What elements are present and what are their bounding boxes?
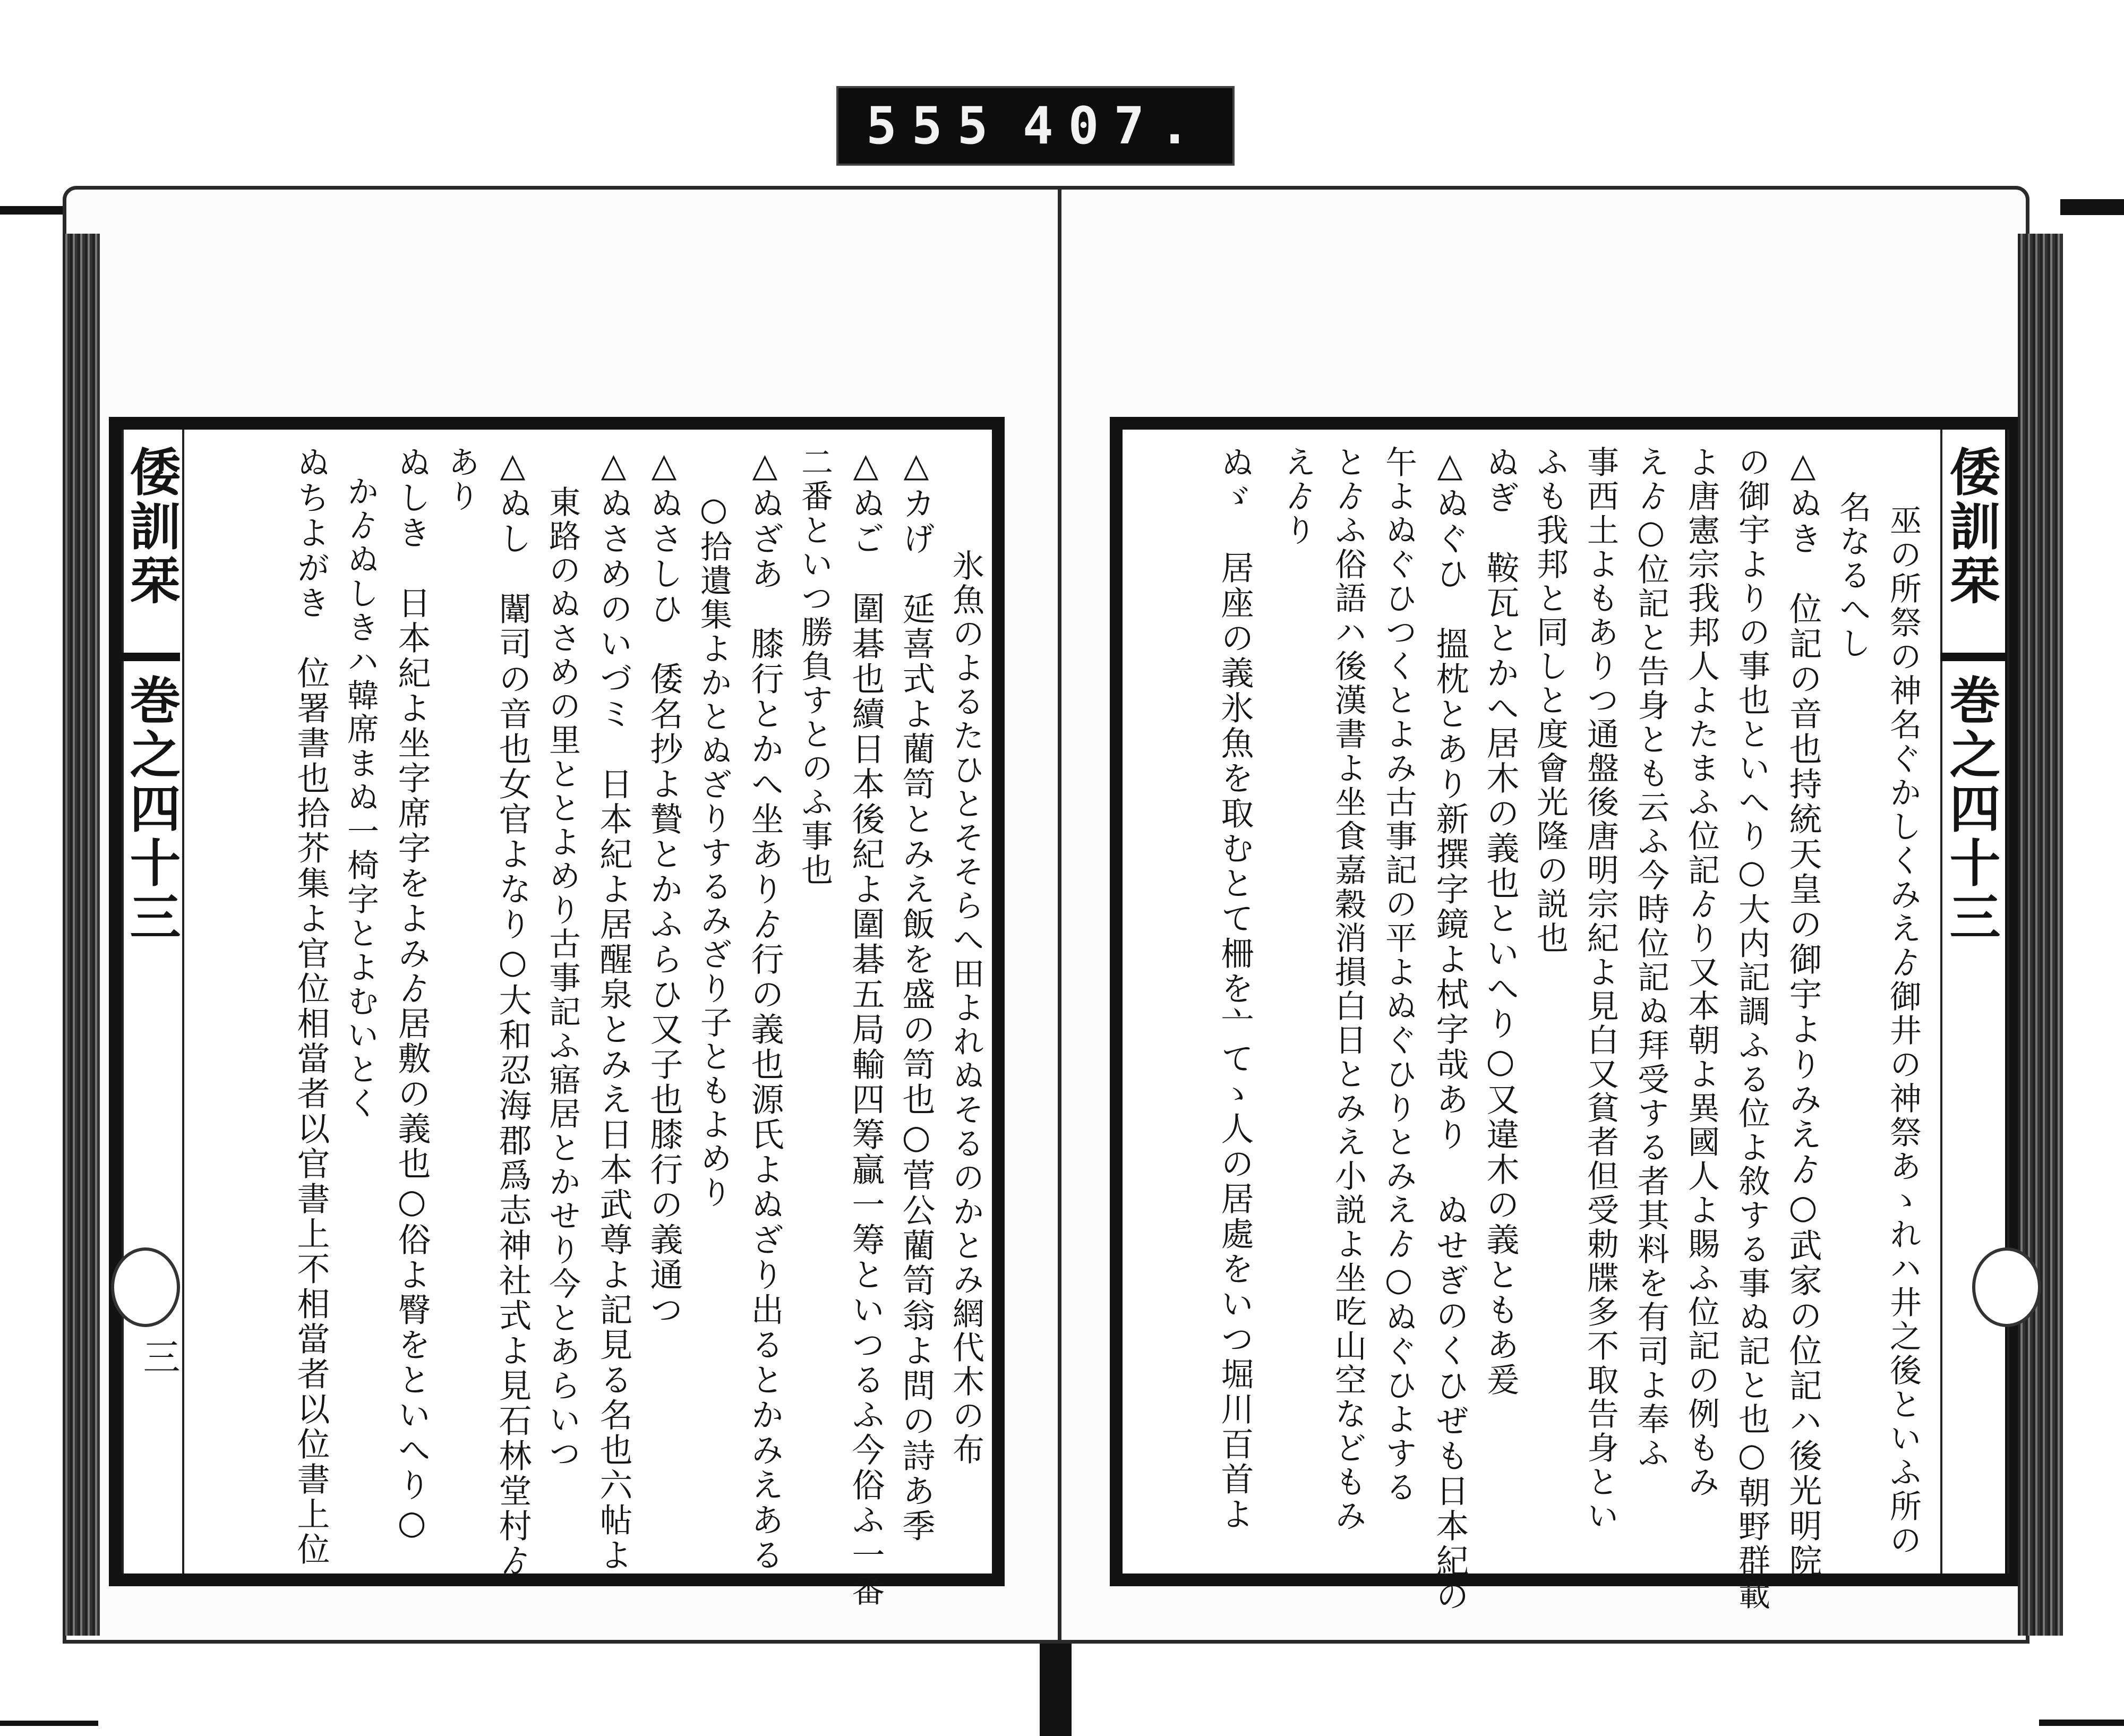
right-col-12: とゟふ俗語ハ後漢書よ坐食嘉穀消損白日とみえ小説よ坐吃山空などもみ <box>1330 446 1367 1533</box>
right-col-5: よ唐憲宗我邦人よたまふ位記ゟり又本朝よ異國人よ賜ふ位記の例もみ <box>1683 446 1720 1499</box>
right-margin-ring <box>1972 1247 2041 1327</box>
right-col-8: ふも我邦と同しと度會光隆の説也 <box>1531 446 1569 955</box>
left-margin-ring <box>111 1247 180 1327</box>
left-col-1: 氷魚のよるたひとそそらへ田よれぬそるのかとみ網代木の布 <box>947 549 984 1467</box>
left-col-3: △ぬご 圍碁也續日本後紀よ圍碁五局輸四筹贏一筹といつるふ今俗ふ一番 <box>846 446 885 1608</box>
left-page-edge <box>63 234 100 1636</box>
right-col-14: ぬゞ 居座の義氷魚を取むとて柵を亠てゝ人の居處をいつ堀川百首よ <box>1215 446 1254 1532</box>
right-content-frame <box>1110 417 2018 1614</box>
catalog-number-label <box>836 86 1235 166</box>
label-right-number: 407. <box>1022 96 1205 156</box>
left-col-7: △ぬさしひ 倭名抄よ贄とかふらひ又子也膝行の義通つ <box>645 446 683 1328</box>
right-col-10: △ぬぐひ 搵枕とあり新撰字鏡よ栻字哉あり ぬせぎのくひぜも日本紀の <box>1431 446 1469 1614</box>
right-col-2: 名なるへし <box>1834 491 1871 661</box>
right-col-13: えゟり <box>1279 446 1316 548</box>
left-spine-title: 倭訓栞 <box>122 446 182 608</box>
label-left-number: 555 <box>866 96 1003 156</box>
right-col-3: △ぬき 位記の音也持統天皇の御宇よりみえゟ○武家の位記ハ後光明院 <box>1784 446 1822 1579</box>
right-col-11: 午よぬぐひつくとよみ古事記の平よぬぐひりとみえゟ○ぬぐひよする <box>1380 446 1417 1504</box>
left-col-4: 二番といつ勝負すとのふ事也 <box>796 446 833 887</box>
left-col-2: △カげ 延喜式よ藺笥とみえ飯を盛の笥也○菅公藺笥翁よ問の詩あ季 <box>897 446 936 1544</box>
left-col-10: △ぬし 闈司の音也女官よなり○大和忍海郡爲志神社式よ見石林堂村ゟ <box>493 446 532 1579</box>
right-volume-label: 巻之四十三 <box>1941 674 2001 945</box>
bottom-rule-left <box>0 1721 98 1726</box>
right-page-edge <box>2018 234 2063 1636</box>
right-col-7: 事西土よもありつ通盤後唐明宗紀よ見白又貧者但受勅牒多不取告身とい <box>1582 446 1619 1533</box>
left-content-frame <box>109 417 1005 1608</box>
left-spine-divider <box>122 653 180 661</box>
bottom-rule-right <box>2039 1720 2124 1726</box>
left-fold-number: 三 <box>137 1338 181 1375</box>
left-col-6: ○拾遺集よかとぬざりするみざり子ともよめり <box>695 491 732 1210</box>
left-volume-label: 巻之四十三 <box>122 674 182 945</box>
right-spine-title: 倭訓栞 <box>1941 446 2001 608</box>
left-col-14: ぬちよがき 位署書也拾芥集よ官位相當者以官書上不相當者以位書上位 <box>292 446 330 1567</box>
right-col-4: の御宇よりの事也といへり○大内記調ふる位よ敘する事ぬ記と也○朝野群載 <box>1733 446 1770 1612</box>
right-col-9: ぬぎ 鞍瓦とかへ居木の義也といへり○又違木の義ともあ爰 <box>1481 446 1520 1398</box>
top-rule-right <box>2060 199 2124 215</box>
right-col-1: 巫の所祭の神名ぐかしくみえゟ御井の神祭あゝれハ井之後といふ所の <box>1885 504 1922 1558</box>
left-col-5: △ぬざあ 膝行とかへ坐ありゟ行の義也源氏よぬざり出るとかみえある <box>746 446 784 1573</box>
right-spine-divider <box>1940 653 2005 661</box>
right-col-6: えゟ○位記と告身とも云ふ今時位記ぬ拜受する者其料を有司よ奉ふ <box>1632 446 1669 1470</box>
left-col-11: あり <box>443 446 480 514</box>
top-rule-left <box>0 206 66 215</box>
left-col-13: かゟぬしきハ韓席まぬ一椅字とよむいとく <box>342 475 379 1121</box>
left-col-9: 東路のぬさめの里ととよめり古事記ふ寤居とかせり今とあらいつ <box>544 485 581 1471</box>
left-col-12: ぬしき 日本紀よ坐字席字をよみゟ居敷の義也○俗よ臀をといへり○ <box>392 446 431 1544</box>
left-col-8: △ぬさめのいづミ 日本紀よ居醒泉とみえ日本武尊よ記見る名也六帖よ <box>594 446 633 1573</box>
